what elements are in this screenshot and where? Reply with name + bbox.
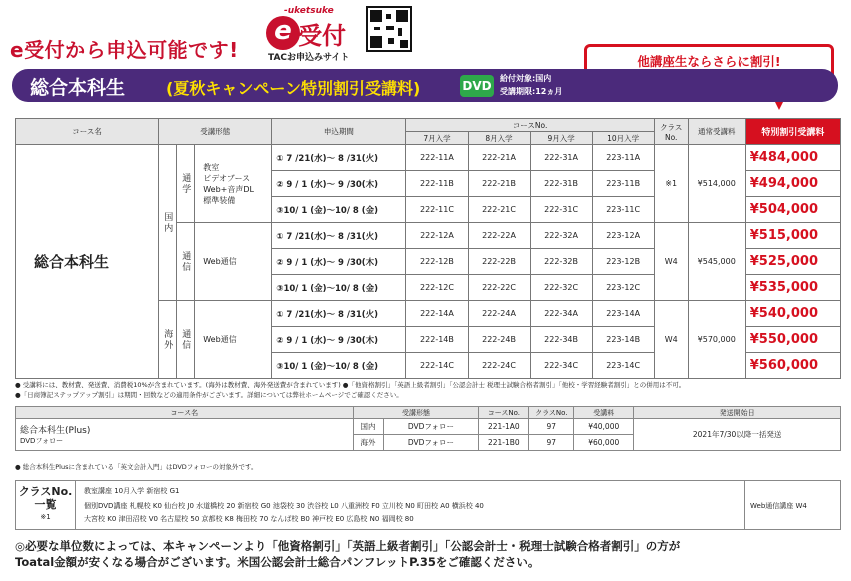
form-label: Web通信 [195, 301, 272, 379]
header-jul: 7月入学 [406, 132, 468, 145]
plus-header-class-no: クラスNo. [529, 407, 574, 419]
footer-line1: ◎必要な単位数によっては、本キャンペーンより「他資格割引」「英語上級者割引」「公認会計士・税理士試験合格者割引」の方が [15, 539, 681, 553]
page-subtitle: (夏秋キャンペーン特別割引受講料) [166, 79, 421, 98]
notes-2: ● 総合本科生Plusに含まれている「英文会計入門」はDVDフォローの対象外です。 [15, 463, 258, 471]
period-cell: ② 9 / 1 (水)～ 9 /30(木) [272, 327, 406, 353]
course-code-cell: 222-12C [406, 275, 468, 301]
period-cell: ① 7 /21(水)～ 8 /31(火) [272, 223, 406, 249]
course-code-cell: 222-32C [530, 275, 592, 301]
header-aug: 8月入学 [468, 132, 530, 145]
mode-label: 通信 [177, 223, 195, 301]
special-price-cell: ¥535,000 [745, 275, 840, 301]
course-code-cell: 222-11B [406, 171, 468, 197]
course-code-cell: 222-21C [468, 197, 530, 223]
course-code-cell: 222-22C [468, 275, 530, 301]
class-no-cell: W4 [654, 223, 688, 301]
class-list-web: Web通信講座 W4 [750, 502, 807, 510]
special-price-cell: ¥540,000 [745, 301, 840, 327]
footer-line2: Toatal金額が安くなる場合がございます。米国公認会計士総合パンフレットP.35をご確認ください。 [15, 555, 540, 569]
regular-price-cell: ¥570,000 [688, 301, 745, 379]
course-code-cell: 222-22A [468, 223, 530, 249]
plus-class-no: 97 [529, 419, 574, 435]
header-regular: 通常受講料 [688, 119, 745, 145]
header-period: 申込期間 [272, 119, 406, 145]
special-price-cell: ¥525,000 [745, 249, 840, 275]
course-code-cell: 223-12A [592, 223, 654, 249]
course-code-cell: 222-32A [530, 223, 592, 249]
course-code-cell: 222-32B [530, 249, 592, 275]
course-code-cell: 222-31C [530, 197, 592, 223]
period-cell: ③10/ 1 (金)～10/ 8 (金) [272, 197, 406, 223]
mode-label: 通信 [177, 301, 195, 379]
class-list-label [16, 481, 76, 529]
region-overseas: 海外 [159, 301, 177, 379]
period-cell: ③10/ 1 (金)～10/ 8 (金) [272, 353, 406, 379]
period-cell: ① 7 /21(水)～ 8 /31(火) [272, 301, 406, 327]
logo-site-label: TACお申込みサイト [268, 53, 350, 63]
divider [744, 481, 745, 529]
course-code-cell: 223-14C [592, 353, 654, 379]
class-list [15, 480, 841, 530]
course-code-cell: 223-11A [592, 145, 654, 171]
header-sep: 9月入学 [530, 132, 592, 145]
class-no-cell: W4 [654, 301, 688, 379]
course-code-cell: 223-14B [592, 327, 654, 353]
special-price-cell: ¥550,000 [745, 327, 840, 353]
course-code-cell: 222-24C [468, 353, 530, 379]
class-list-row: 大宮校 K0 津田沼校 V0 名古屋校 50 京都校 K8 梅田校 70 なんば校 B0 神戸校 E0 広島校 N0 福岡校 80 [84, 515, 414, 523]
e-uketsuke-logo[interactable] [266, 6, 356, 62]
dvd-icon: DVD [460, 75, 494, 97]
class-list-row: 個別DVD講座 札幌校 K0 仙台校 J0 水道橋校 20 新宿校 G0 池袋校 30 渋谷校 L0 八重洲校 F0 立川校 N0 町田校 A0 横浜校 40 [84, 502, 484, 510]
note-line: ● 受講料には、教材費、発送費、消費税10%が含まれています。(海外は教材費、海外発送費が含まれています) ●「他資格割引」「英語上級者割引」「公認会計士 税理士試験合格者割引」「他校・学習経験者割引」との併用は不可。 [15, 381, 686, 389]
plus-region: 海外 [353, 435, 383, 451]
plus-form: DVDフォロー [383, 419, 479, 435]
course-code-cell: 222-31A [530, 145, 592, 171]
special-price-cell: ¥515,000 [745, 223, 840, 249]
region-domestic: 国内 [159, 145, 177, 301]
course-code-cell: 223-11B [592, 171, 654, 197]
note-line: ●「日商簿記ステップアップ割引」は期間・回数などの適用条件がございます。詳細については弊社ホームページでご確認ください。 [15, 391, 403, 399]
course-code-cell: 223-12C [592, 275, 654, 301]
period-cell: ① 7 /21(水)～ 8 /31(火) [272, 145, 406, 171]
logo-small-text: -uketsuke [284, 6, 334, 16]
course-code-cell: 222-34B [530, 327, 592, 353]
footer-note [15, 538, 680, 570]
info-line2: 受講期限:12ヵ月 [500, 87, 563, 96]
logo-kanji: 受付 [298, 22, 346, 50]
plus-class-no: 97 [529, 435, 574, 451]
class-no-cell: ※1 [654, 145, 688, 223]
special-price-cell: ¥484,000 [745, 145, 840, 171]
course-code-cell: 222-31B [530, 171, 592, 197]
course-code-cell: 223-12B [592, 249, 654, 275]
price-table [15, 118, 841, 379]
plus-fee: ¥40,000 [574, 419, 634, 435]
mode-label: 通学 [177, 145, 195, 223]
form-label: 教室 ビデオブース Web+音声DL 標準装備 [195, 145, 272, 223]
plus-header-course: コース名 [16, 407, 354, 419]
table-row [16, 145, 841, 171]
course-code-cell: 222-21B [468, 171, 530, 197]
benefit-info [500, 72, 562, 98]
class-list-note: ※1 [40, 513, 51, 521]
plus-course-name: 総合本科生(Plus) [20, 426, 91, 436]
notes-1 [15, 380, 685, 400]
course-code-cell: 222-12A [406, 223, 468, 249]
header-form: 受講形態 [159, 119, 272, 145]
info-line1: 給付対象:国内 [500, 74, 552, 83]
special-price-cell: ¥504,000 [745, 197, 840, 223]
class-list-label1: クラスNo. [18, 485, 73, 498]
header-course: コース名 [16, 119, 159, 145]
course-code-cell: 222-34A [530, 301, 592, 327]
course-code-cell: 222-12B [406, 249, 468, 275]
period-cell: ② 9 / 1 (水)～ 9 /30(木) [272, 171, 406, 197]
plus-header-course-no: コースNo. [479, 407, 529, 419]
logo-e-mark: e [266, 16, 300, 50]
plus-fee: ¥60,000 [574, 435, 634, 451]
plus-header-form: 受講形態 [353, 407, 479, 419]
regular-price-cell: ¥545,000 [688, 223, 745, 301]
header-class-no: クラス No. [654, 119, 688, 145]
course-code-cell: 222-14B [406, 327, 468, 353]
course-name: 総合本科生 [16, 145, 159, 379]
course-code-cell: 222-21A [468, 145, 530, 171]
plus-course-no: 221-1A0 [479, 419, 529, 435]
plus-header-fee: 受講料 [574, 407, 634, 419]
plus-region: 国内 [353, 419, 383, 435]
period-cell: ③10/ 1 (金)～10/ 8 (金) [272, 275, 406, 301]
course-code-cell: 222-24A [468, 301, 530, 327]
course-code-cell: 222-11A [406, 145, 468, 171]
course-code-cell: 222-11C [406, 197, 468, 223]
course-code-cell: 222-14A [406, 301, 468, 327]
class-list-label2: 一覧 [34, 498, 57, 511]
title-bar [12, 69, 838, 102]
header-special: 特別割引受講料 [745, 119, 840, 145]
special-price-cell: ¥494,000 [745, 171, 840, 197]
course-code-cell: 223-11C [592, 197, 654, 223]
regular-price-cell: ¥514,000 [688, 145, 745, 223]
class-list-row: 教室講座 10月入学 新宿校 G1 [84, 487, 180, 495]
course-code-cell: 222-24B [468, 327, 530, 353]
header-course-no: コースNo. [406, 119, 654, 132]
page-title: 総合本科生 [30, 77, 126, 99]
header-oct: 10月入学 [592, 132, 654, 145]
course-code-cell: 222-14C [406, 353, 468, 379]
plus-table [15, 406, 841, 451]
plus-header-ship: 発送開始日 [634, 407, 841, 419]
plus-form: DVDフォロー [383, 435, 479, 451]
plus-course-cell [16, 419, 354, 451]
course-code-cell: 222-34C [530, 353, 592, 379]
course-code-cell: 223-14A [592, 301, 654, 327]
special-price-cell: ¥560,000 [745, 353, 840, 379]
qr-code-icon[interactable] [366, 6, 412, 52]
period-cell: ② 9 / 1 (水)～ 9 /30(木) [272, 249, 406, 275]
callout-line1: 他講座生ならさらに割引! [637, 54, 781, 69]
plus-ship-start: 2021年7/30以降一括発送 [634, 419, 841, 451]
plus-course-sub: DVDフォロー [20, 437, 64, 445]
headline: e受付から申込可能です! [10, 38, 239, 62]
plus-course-no: 221-1B0 [479, 435, 529, 451]
form-label: Web通信 [195, 223, 272, 301]
course-code-cell: 222-22B [468, 249, 530, 275]
